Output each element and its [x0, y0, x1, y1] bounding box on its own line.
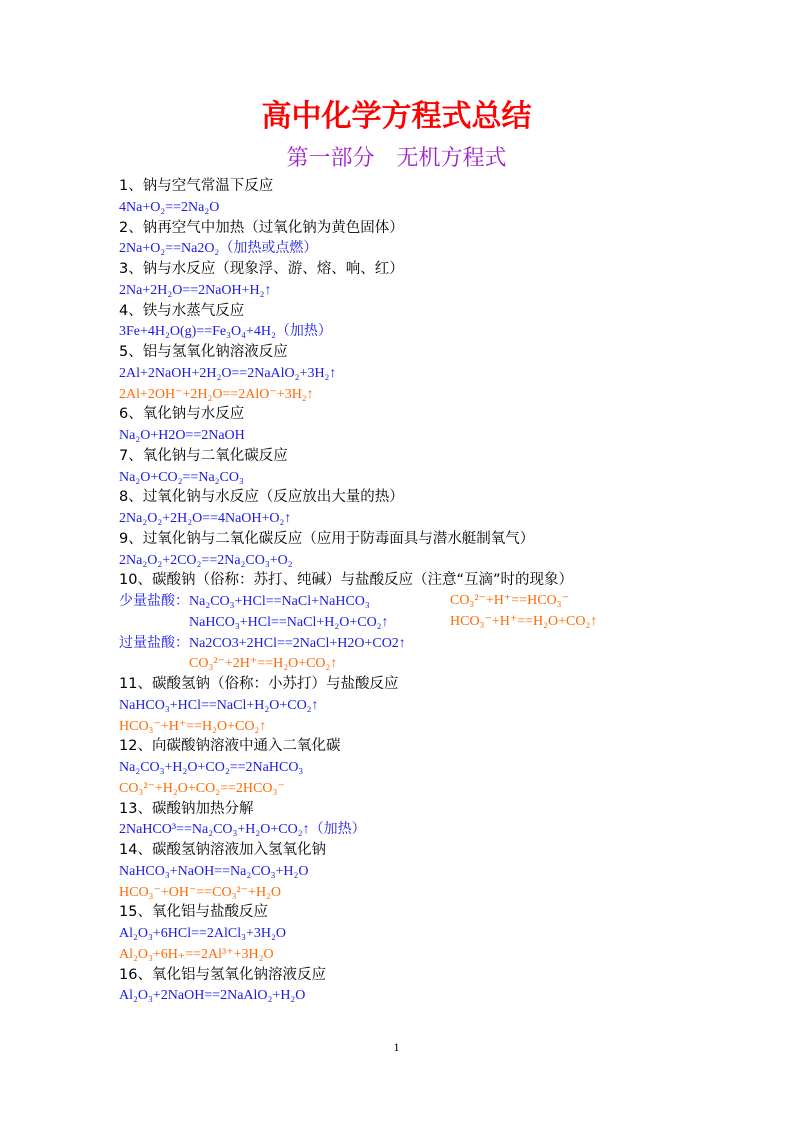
reaction-heading	[119, 736, 759, 757]
equation-text: Al₂O₃+2NaOH==2NaAlO₂+H₂O	[119, 988, 306, 1004]
equation-text: NaHCO₃+HCl==NaCl+H₂O+CO₂↑	[119, 697, 319, 713]
heading-text: 9、过氧化钠与二氧化碳反应（应用于防毒面具与潜水艇制氧气）	[119, 530, 535, 547]
equation-text: 过量盐酸：Na2CO3+2HCl==2NaCl+H2O+CO2↑	[119, 635, 406, 651]
equation-line	[119, 550, 759, 571]
equation-text: 2Na+O₂==Na2O₂（加热或点燃）	[119, 241, 318, 257]
equation-text: 2Na+2H₂O==2NaOH+H₂↑	[119, 282, 272, 298]
heading-text: 3、钠与水反应（现象浮、游、熔、响、红）	[119, 261, 404, 277]
equation-line	[119, 508, 759, 529]
reaction-heading	[119, 570, 759, 591]
heading-text: 15、氧化铝与盐酸反应	[119, 904, 268, 921]
reaction-heading	[119, 404, 759, 425]
equation-line	[119, 716, 759, 737]
equation-text: 3Fe+4H₂O(g)==Fe₃O₄+4H₂（加热）	[119, 324, 332, 340]
equation-text: Na₂O+H2O==2NaOH	[119, 428, 245, 443]
reaction-heading	[119, 799, 759, 820]
equation-text: 2NaHCO³==Na₂CO₃+H₂O+CO₂↑（加热）	[119, 822, 366, 838]
equation-text: Al₂O₃+6H₊==2Al³⁺+3H₂O	[119, 946, 274, 962]
heading-text: 16、氧化铝与氢氧化钠溶液反应	[119, 966, 326, 983]
equation-line	[119, 653, 759, 674]
equation-text: 4Na+O₂==2Na₂O	[119, 199, 220, 215]
equation-line	[119, 384, 759, 405]
reaction-heading	[119, 840, 759, 861]
reaction-heading	[119, 965, 759, 986]
heading-text: 6、氧化钠与水反应	[119, 406, 245, 423]
page-title: 高中化学方程式总结	[261, 99, 532, 134]
equation-text: Al₂O₃+6HCl==2AlCl₃+3H₂O	[119, 926, 287, 941]
ionic-equation-text: HCO₃⁻+H⁺==H₂O+CO₂↑	[450, 613, 598, 629]
reaction-heading	[119, 342, 759, 363]
heading-text: 14、碳酸氢钠溶液加入氢氧化钠	[119, 842, 326, 858]
reaction-heading	[119, 902, 759, 923]
reaction-heading	[119, 301, 759, 322]
equation-line	[119, 633, 759, 654]
equation-line	[119, 861, 759, 882]
equation-line	[119, 778, 759, 799]
page-number: 1	[393, 1040, 400, 1054]
equation-text: HCO₃⁻+OH⁻==CO₃²⁻+H₂O	[119, 884, 282, 900]
reaction-heading	[119, 218, 759, 239]
heading-text: 2、钠再空气中加热（过氧化钠为黄色固体）	[119, 219, 404, 236]
equation-text: CO₃²⁻+H₂O+CO₂==2HCO₃⁻	[119, 780, 285, 796]
ionic-equation-text: CO₃²⁻+H⁺==HCO₃⁻	[450, 593, 569, 608]
heading-text: 10、碳酸钠（俗称：苏打、纯碱）与盐酸反应（注意“互滴”时的现象）	[119, 572, 573, 589]
heading-text: 8、过氧化钠与水反应（反应放出大量的热）	[119, 489, 404, 506]
equation-line	[119, 944, 759, 965]
equation-text: CO₃²⁻+2H⁺==H₂O+CO₂↑	[119, 656, 338, 672]
section-subtitle: 第一部分 无机方程式	[286, 146, 507, 171]
equation-line	[119, 280, 759, 301]
reaction-heading	[119, 259, 759, 280]
equation-list	[119, 176, 759, 1006]
reaction-heading	[119, 176, 759, 197]
reaction-heading	[119, 446, 759, 467]
equation-text: 2Al+2OH⁻+2H₂O==2AlO⁻+3H₂↑	[119, 386, 314, 402]
equation-text: 少量盐酸：Na₂CO₃+HCl==NaCl+NaHCO₃	[119, 594, 370, 609]
equation-text: HCO₃⁻+H⁺==H₂O+CO₂↑	[119, 718, 267, 734]
equation-line	[119, 425, 759, 446]
equation-line	[119, 757, 759, 778]
equation-line	[119, 695, 759, 716]
reaction-heading	[119, 487, 759, 508]
equation-text: Na₂O+CO₂==Na₂CO₃	[119, 469, 244, 485]
heading-text: 13、碳酸钠加热分解	[119, 800, 254, 817]
reaction-heading	[119, 674, 759, 695]
heading-text: 4、铁与水蒸气反应	[119, 302, 245, 319]
equation-line	[119, 197, 759, 218]
heading-text: 11、碳酸氢钠（俗称：小苏打）与盐酸反应	[119, 676, 399, 692]
equation-line	[119, 819, 759, 840]
equation-line	[119, 591, 759, 612]
equation-line	[119, 321, 759, 342]
equation-text: NaHCO₃+NaOH==Na₂CO₃+H₂O	[119, 863, 309, 879]
equation-line	[119, 363, 759, 384]
equation-line	[119, 238, 759, 259]
equation-text: NaHCO₃+HCl==NaCl+H₂O+CO₂↑	[119, 614, 389, 630]
heading-text: 7、氧化钠与二氧化碳反应	[119, 447, 288, 464]
equation-text: Na₂CO₃+H₂O+CO₂==2NaHCO₃	[119, 760, 304, 775]
equation-line	[119, 923, 759, 944]
equation-line	[119, 882, 759, 903]
heading-text: 5、铝与氢氧化钠溶液反应	[119, 344, 288, 360]
reaction-heading	[119, 529, 759, 550]
equation-line	[119, 985, 759, 1006]
equation-text: 2Na₂O₂+2CO₂==2Na₂CO₃+O₂	[119, 552, 293, 568]
equation-text: 2Na₂O₂+2H₂O==4NaOH+O₂↑	[119, 511, 292, 526]
equation-line	[119, 467, 759, 488]
heading-text: 1、钠与空气常温下反应	[119, 178, 274, 194]
equation-text: 2Al+2NaOH+2H₂O==2NaAlO₂+3H₂↑	[119, 365, 337, 381]
equation-line	[119, 612, 759, 633]
heading-text: 12、向碳酸钠溶液中通入二氧化碳	[119, 738, 341, 755]
